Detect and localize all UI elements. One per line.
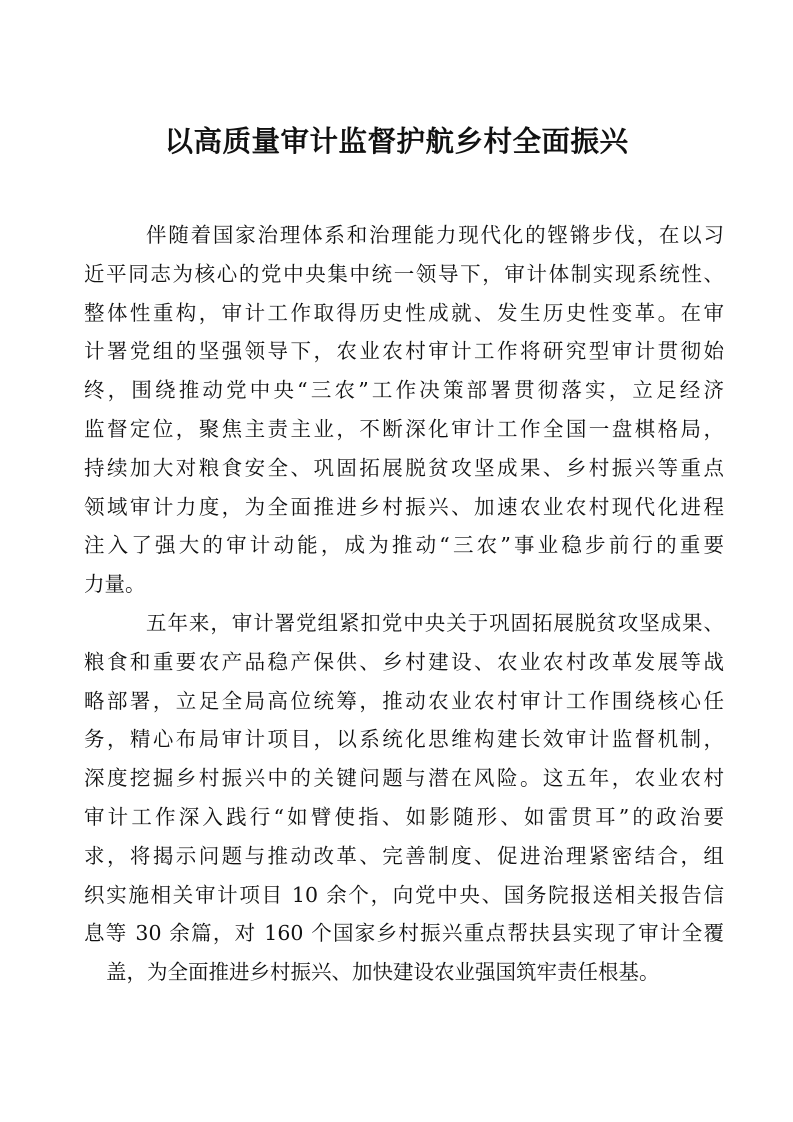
paragraph-line: 审计工作深入践行“如臂使指、如影随形、如雷贯耳”的政治要 <box>84 804 724 829</box>
paragraph-line: 计署党组的坚强领导下，农业农村审计工作将研究型审计贯彻始 <box>84 339 724 364</box>
paragraph-line: 求，将揭示问题与推动改革、完善制度、促进治理紧密结合，组 <box>84 843 724 868</box>
paragraph-line: 务，精心布局审计项目，以系统化思维构建长效审计监督机制， <box>84 727 724 752</box>
paragraph-line: 终，围绕推动党中央“三农”工作决策部署贯彻落实，立足经济 <box>84 378 724 403</box>
paragraph-line: 略部署，立足全局高位统筹，推动农业农村审计工作围绕核心任 <box>84 688 724 713</box>
paragraph-line: 持续加大对粮食安全、巩固拓展脱贫攻坚成果、乡村振兴等重点 <box>84 455 724 480</box>
paragraph-2 <box>84 604 724 992</box>
paragraph-line: 监督定位，聚焦主责主业，不断深化审计工作全国一盘棋格局， <box>84 416 724 441</box>
paragraph-line: 近平同志为核心的党中央集中统一领导下，审计体制实现系统性、 <box>84 261 724 286</box>
paragraph-line: 伴随着国家治理体系和治理能力现代化的铿锵步伐，在以习 <box>146 223 724 247</box>
paragraph-line: 织实施相关审计项目 10 余个，向党中央、国务院报送相关报告信 <box>84 882 724 907</box>
paragraph-line: 息等 30 余篇，对 160 个国家乡村振兴重点帮扶县实现了审计全覆 <box>84 921 724 946</box>
paragraph-line: 盖，为全面推进乡村振兴、加快建设农业强国筑牢责任根基。 <box>106 960 660 985</box>
paragraph-line: 深度挖掘乡村振兴中的关键问题与潜在风险。这五年，农业农村 <box>84 766 724 791</box>
paragraph-line: 粮食和重要农产品稳产保供、乡村建设、农业农村改革发展等战 <box>84 649 724 674</box>
paragraph-line: 整体性重构，审计工作取得历史性成就、发生历史性变革。在审 <box>84 300 724 325</box>
paragraph-line: 注入了强大的审计动能，成为推动“三农”事业稳步前行的重要 <box>84 533 724 558</box>
document-title: 以高质量审计监督护航乡村全面振兴 <box>164 125 629 158</box>
paragraph-line: 领域审计力度，为全面推进乡村振兴、加速农业农村现代化进程 <box>84 494 724 519</box>
document-body <box>84 216 724 992</box>
paragraph-1 <box>84 216 724 604</box>
paragraph-line: 力量。 <box>84 572 146 597</box>
paragraph-line: 五年来，审计署党组紧扣党中央关于巩固拓展脱贫攻坚成果、 <box>146 610 724 635</box>
